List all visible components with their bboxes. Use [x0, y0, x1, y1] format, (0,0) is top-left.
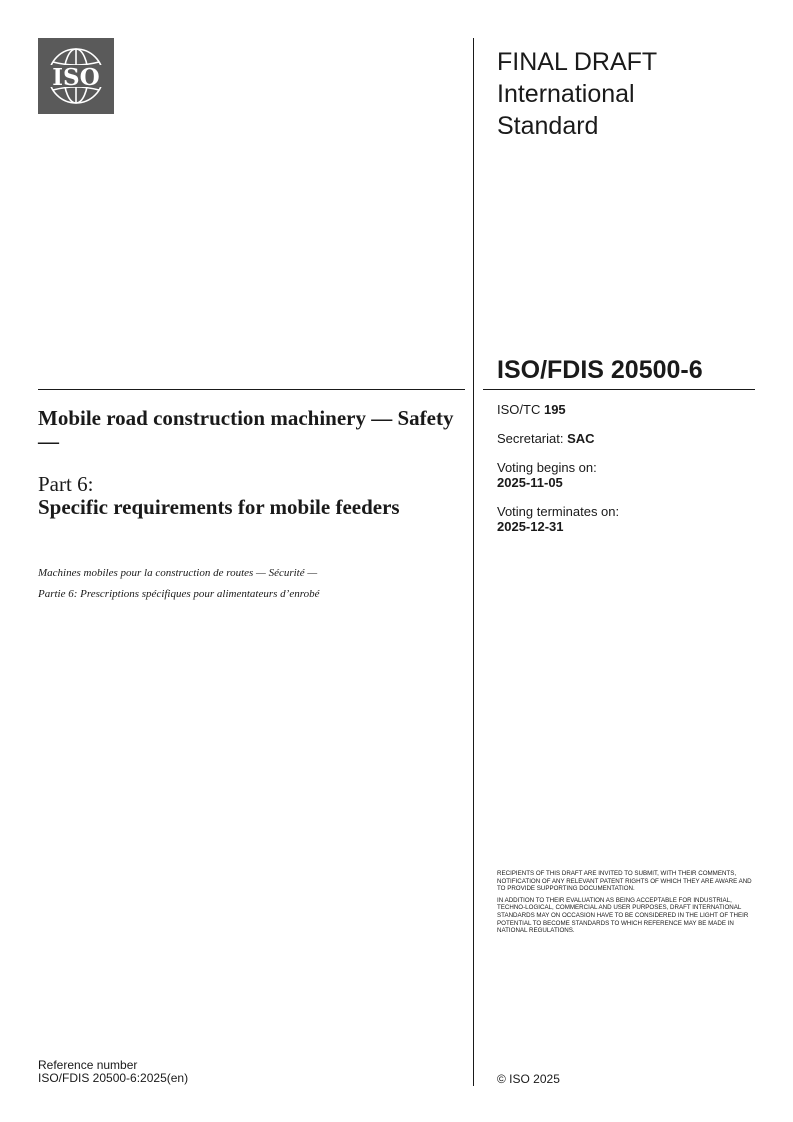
- left-rule: [38, 389, 465, 390]
- draft-notice: [497, 870, 757, 939]
- voting-terminates-label: Voting terminates on:: [497, 504, 620, 519]
- right-rule: [483, 389, 755, 390]
- voting-terminates-value: 2025-12-31: [497, 519, 564, 534]
- french-title: [38, 563, 468, 605]
- secretariat-label: Secretariat:: [497, 431, 564, 446]
- part-label: Part 6:: [38, 472, 94, 496]
- voting-begins-value: 2025-11-05: [497, 475, 563, 490]
- iso-logo: [38, 38, 114, 114]
- doc-type-line2: International: [497, 80, 635, 108]
- standard-number: ISO/FDIS 20500-6: [497, 356, 703, 384]
- notice-paragraph-2: IN ADDITION TO THEIR EVALUATION AS BEING ACCEPTABLE FOR INDUSTRIAL, TECHNO-LOGICAL, COMMERCIAL AND USER PURPOSES, DRAFT INTERNATIONAL STANDARDS MAY ON OCCASION HAVE TO BE CONSIDERED IN THE LIGHT OF THEIR POTENTIAL TO BECOME STANDARDS TO WHICH REFERENCE MAY BE MADE IN NATIONAL REGULATIONS.: [497, 896, 749, 935]
- copyright: © ISO 2025: [497, 1072, 560, 1086]
- tc-label: ISO/TC: [497, 402, 541, 417]
- notice-paragraph-1: RECIPIENTS OF THIS DRAFT ARE INVITED TO SUBMIT, WITH THEIR COMMENTS, NOTIFICATION OF ANY RELEVANT PATENT RIGHTS OF WHICH THEY ARE AWARE AND TO PROVIDE SUPPORTING DOCUMENTATION.: [497, 870, 752, 893]
- technical-committee: [497, 402, 566, 417]
- voting-begins: [497, 460, 597, 490]
- voting-terminates: [497, 504, 619, 534]
- document-type-heading: [497, 46, 757, 142]
- part-title: Specific requirements for mobile feeders: [38, 495, 400, 519]
- iso-globe-logo-icon: [38, 38, 114, 114]
- tc-value: 195: [543, 402, 566, 417]
- reference-value: ISO/FDIS 20500-6:2025(en): [38, 1071, 189, 1085]
- doc-type-line3: Standard: [497, 112, 599, 140]
- french-title-line1: Machines mobiles pour la construction de routes — Sécurité —: [38, 567, 318, 579]
- secretariat: [497, 431, 595, 446]
- main-title: Mobile road construction machinery — Safety —: [38, 406, 454, 453]
- logo-text: ISO: [52, 64, 100, 91]
- vertical-divider: [473, 38, 474, 1086]
- secretariat-value: SAC: [567, 431, 595, 446]
- french-title-line2: Partie 6: Prescriptions spécifiques pour alimentateurs d’enrobé: [38, 588, 320, 600]
- doc-type-line1: FINAL DRAFT: [497, 48, 658, 76]
- reference-label: Reference number: [38, 1058, 138, 1072]
- reference-number: [38, 1059, 188, 1085]
- voting-begins-label: Voting begins on:: [497, 460, 597, 475]
